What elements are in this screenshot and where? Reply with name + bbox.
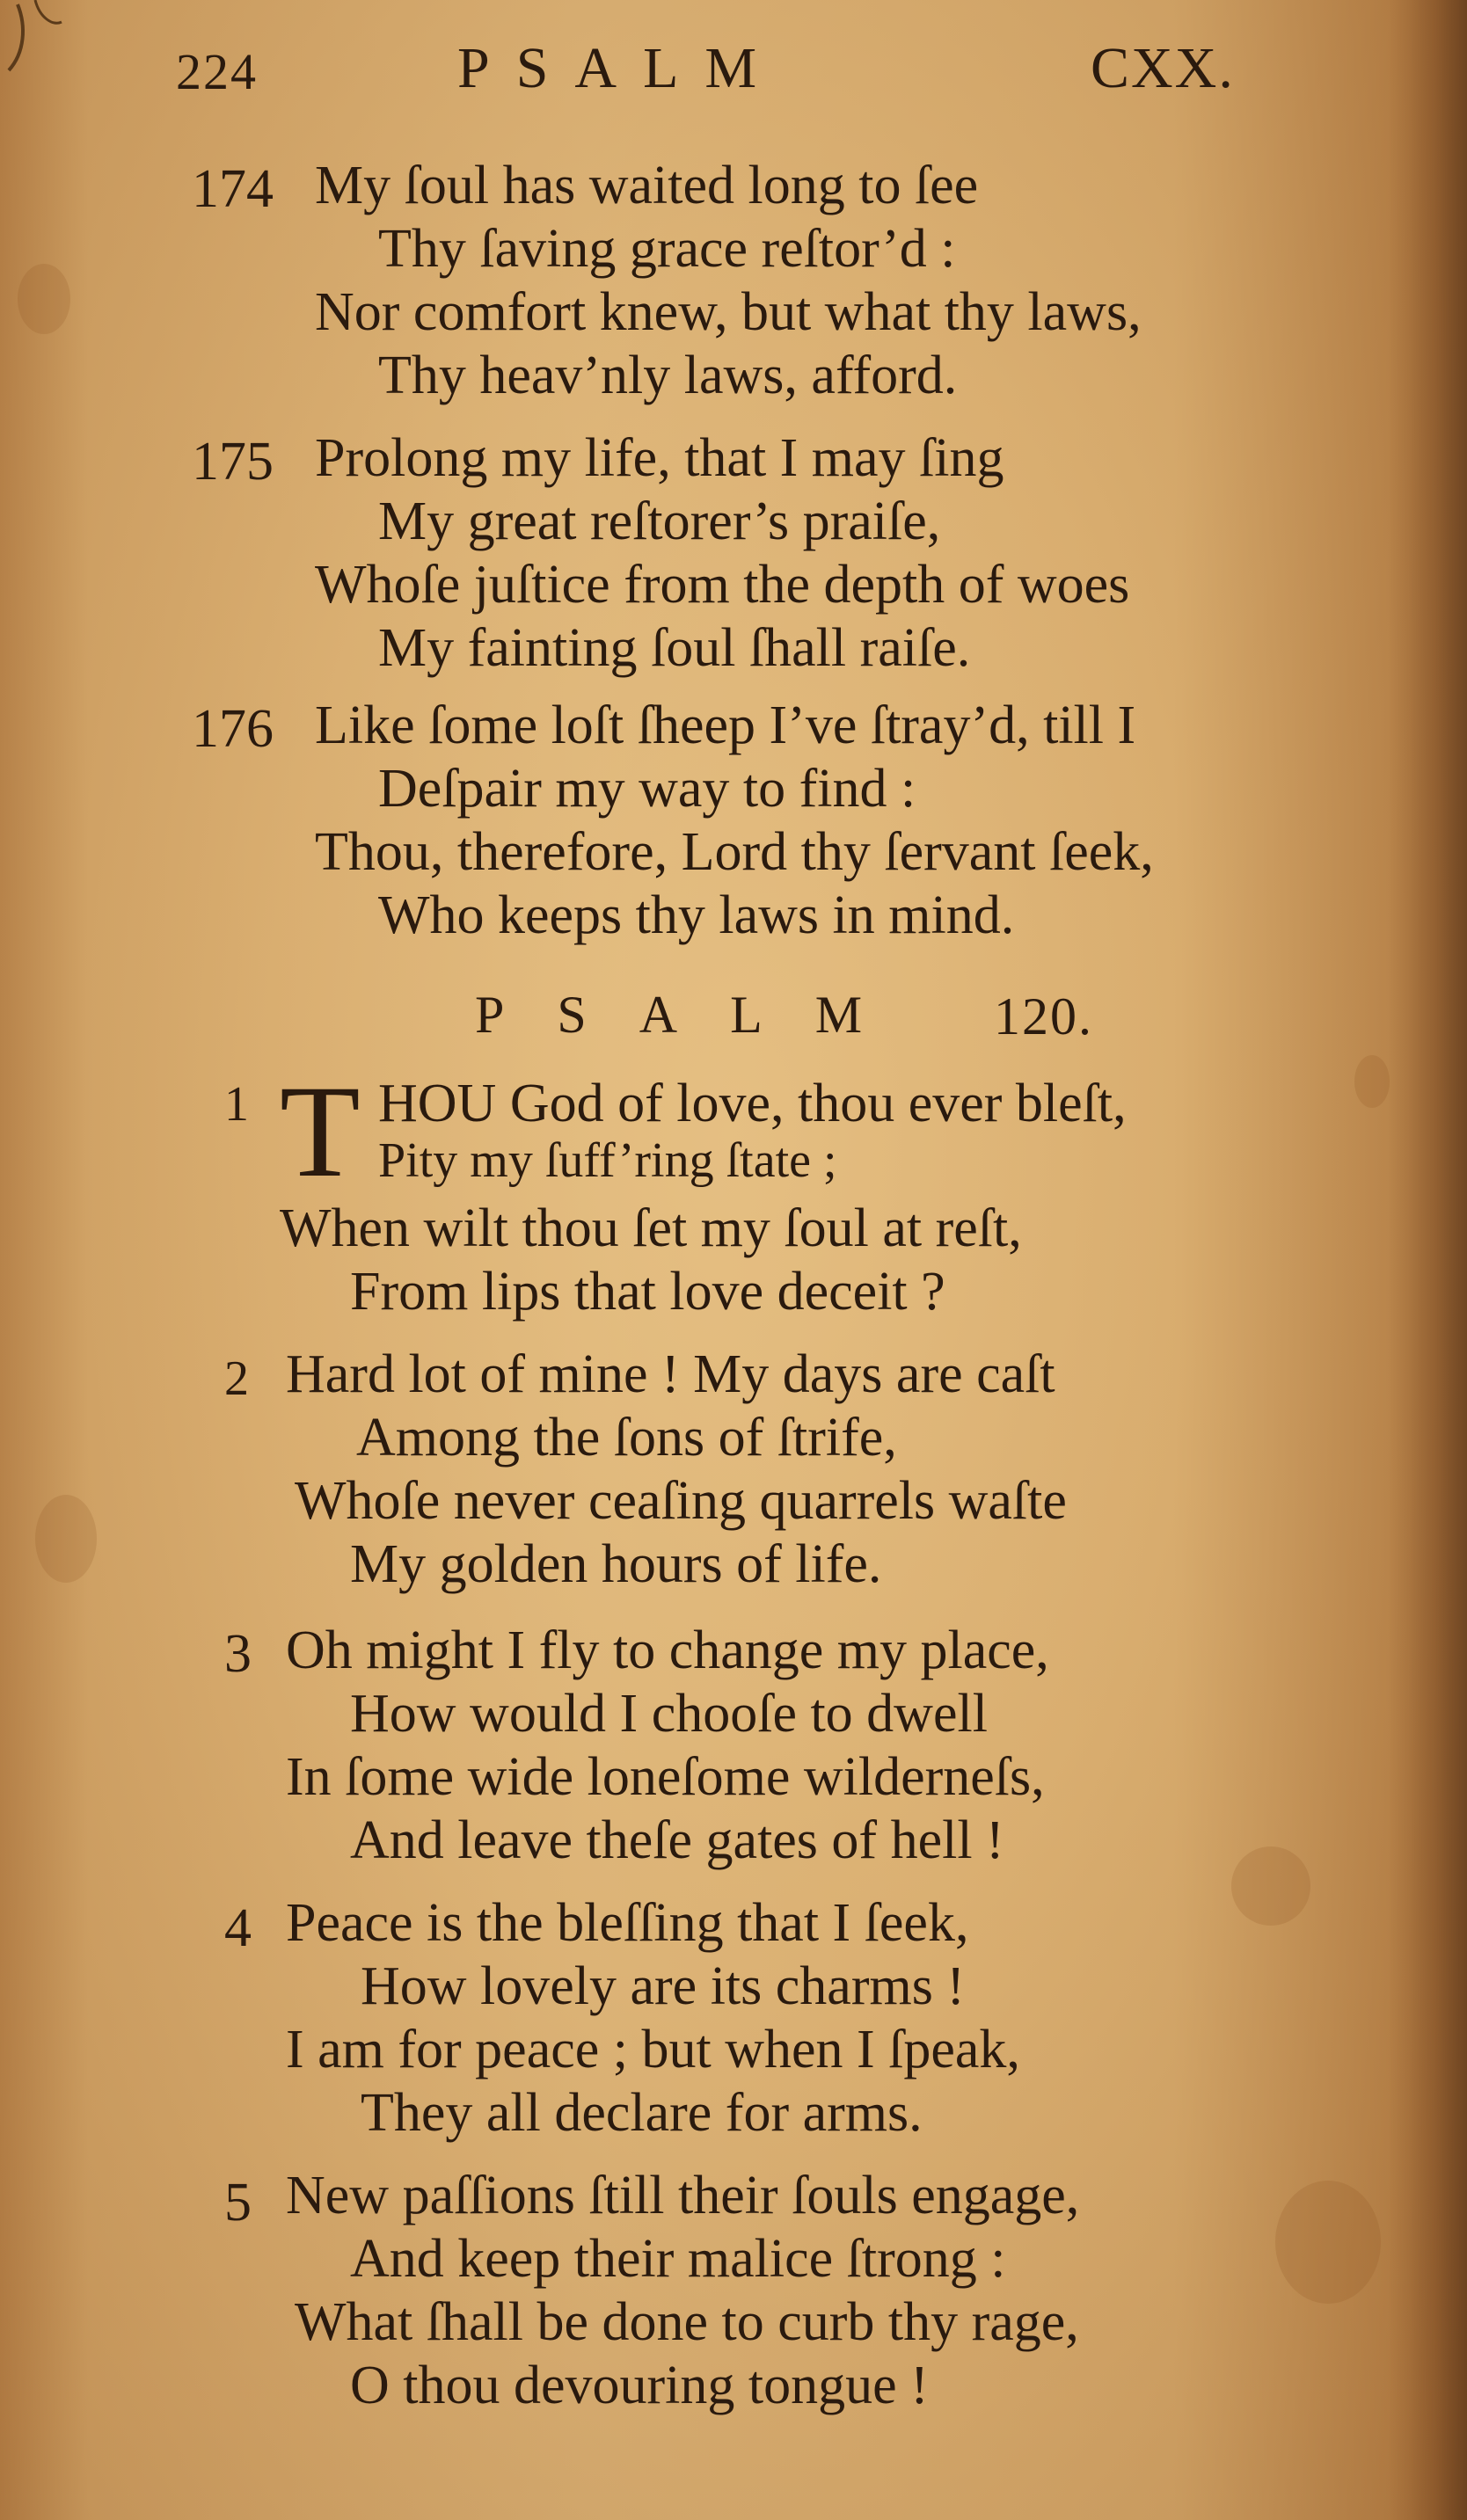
- page-number: 224: [176, 43, 258, 100]
- section-number: 120.: [994, 987, 1093, 1045]
- verse-line: Thy ſaving grace reſtor’d :: [378, 219, 956, 279]
- page-header: [176, 35, 1258, 114]
- verse-number: 1: [224, 1077, 249, 1132]
- verse-line: Peace is the bleſſing that I ſeek,: [286, 1893, 969, 1953]
- verse-line: Like ſome loſt ſheep I’ve ſtray’d, till I: [315, 696, 1136, 755]
- verse-line: New paſſions ſtill their ſouls engage,: [286, 2166, 1080, 2225]
- foxing-stain: [1231, 1846, 1310, 1926]
- verse-line: Prolong my life, that I may ſing: [315, 428, 1004, 488]
- verse-line: Whoſe juſtice from the depth of woes: [315, 555, 1130, 615]
- running-title: PSALM: [457, 36, 784, 100]
- verse-line: Thou, therefore, Lord thy ſervant ſeek,: [315, 822, 1154, 882]
- verse-line: And leave theſe gates of hell !: [350, 1810, 1004, 1870]
- verse-line: Whoſe never ceaſing quarrels waſte: [295, 1471, 1067, 1531]
- chapter-numeral: CXX.: [1091, 36, 1235, 100]
- corner-ink-mark: [0, 0, 97, 97]
- verse-number: 4: [224, 1898, 252, 1958]
- verse-number: 176: [192, 699, 274, 759]
- foxing-stain: [35, 1495, 97, 1583]
- verse-line: Hard lot of mine ! My days are caſt: [286, 1344, 1055, 1404]
- verse-number: 174: [192, 159, 274, 219]
- drop-cap: T: [280, 1059, 361, 1205]
- verse-line: Who keeps thy laws in mind.: [378, 885, 1015, 945]
- verse-number: 2: [224, 1351, 249, 1406]
- verse-line: Pity my ſuff’ring ſtate ;: [378, 1133, 837, 1188]
- verse-line: What ſhall be done to curb thy rage,: [295, 2292, 1079, 2352]
- foxing-stain: [1275, 2181, 1381, 2304]
- verse-line: My great reſtorer’s praiſe,: [378, 492, 941, 551]
- verse-line: Oh might I fly to change my place,: [286, 1621, 1049, 1680]
- verse-line: How would I chooſe to dwell: [350, 1684, 988, 1744]
- foxing-stain: [1354, 1055, 1390, 1108]
- section-heading: PSALM: [475, 986, 916, 1044]
- verse-line: HOU God of love, thou ever bleſt,: [378, 1074, 1127, 1133]
- verse-line: When wilt thou ſet my ſoul at reſt,: [280, 1198, 1022, 1258]
- verse-line: My golden hours of life.: [350, 1534, 882, 1594]
- verse-line: And keep their malice ſtrong :: [350, 2229, 1006, 2289]
- page-edge-shadow: [1388, 0, 1467, 2520]
- verse-line: My fainting ſoul ſhall raiſe.: [378, 618, 971, 678]
- verse-line: O thou devouring tongue !: [350, 2356, 929, 2415]
- verse-line: From lips that love deceit ?: [350, 1262, 945, 1322]
- verse-line: My ſoul has waited long to ſee: [315, 156, 979, 215]
- verse-line: They all declare for arms.: [361, 2083, 923, 2143]
- verse-line: Among the ſons of ſtrife,: [356, 1408, 897, 1468]
- verse-line: Thy heav’nly laws, afford.: [378, 346, 958, 405]
- verse-line: Nor comfort knew, but what thy laws,: [315, 282, 1142, 342]
- verse-number: 5: [224, 2173, 252, 2232]
- verse-number: 3: [224, 1624, 252, 1684]
- verse-number: 175: [192, 432, 274, 492]
- verse-line: In ſome wide loneſome wilderneſs,: [286, 1747, 1045, 1807]
- verse-line: I am for peace ; but when I ſpeak,: [286, 2020, 1020, 2079]
- verse-line: How lovely are its charms !: [361, 1956, 965, 2016]
- foxing-stain: [18, 264, 70, 334]
- verse-line: Deſpair my way to find :: [378, 759, 916, 819]
